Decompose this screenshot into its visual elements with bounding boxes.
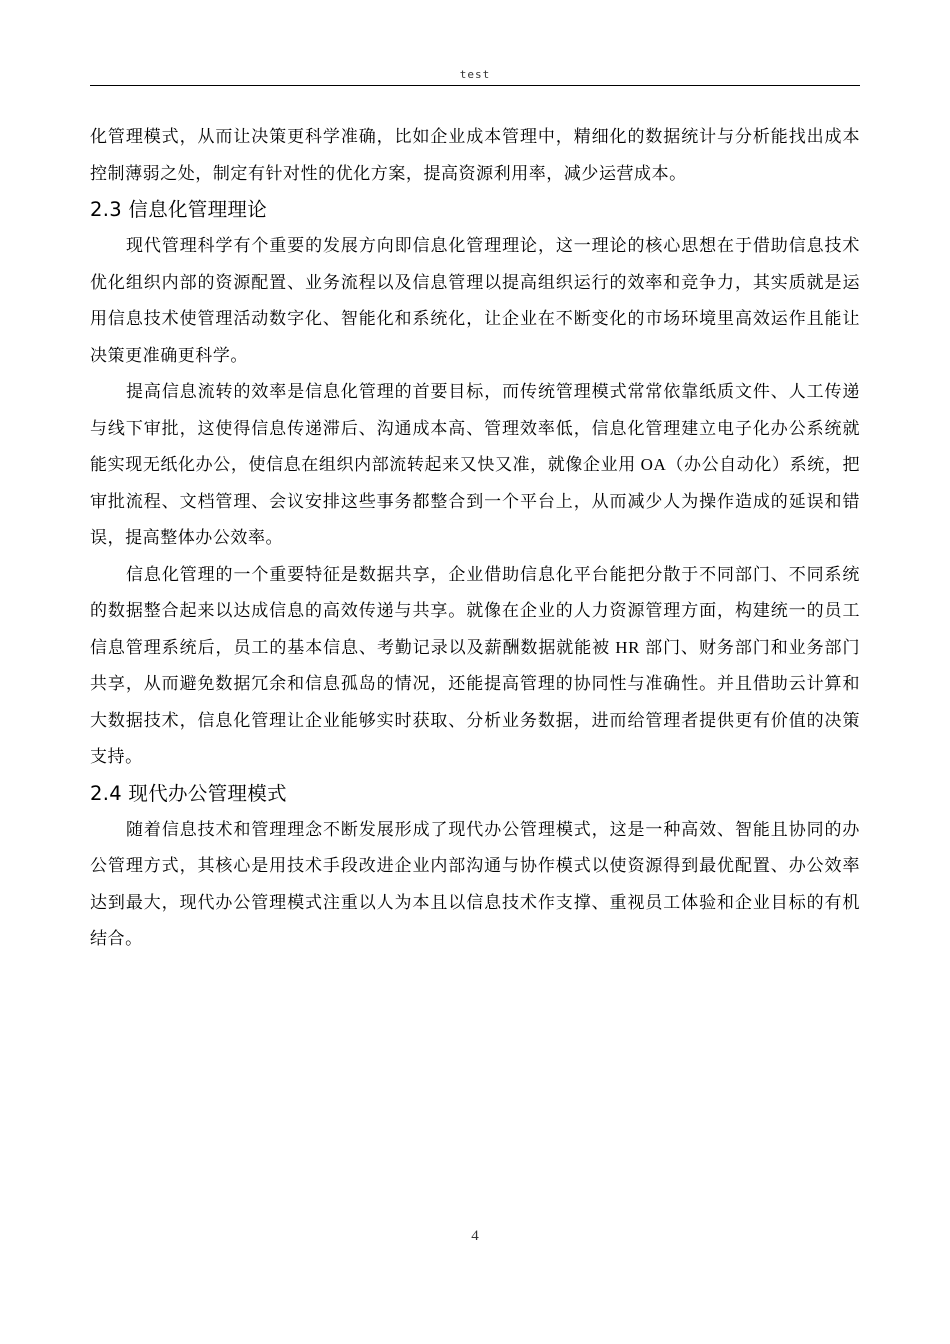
section-heading-2-4: 2.4 现代办公管理模式 (90, 781, 287, 805)
body-paragraph: 随着信息技术和管理理念不断发展形成了现代办公管理模式，这是一种高效、智能且协同的办公管理方式，其核心是用技术手段改进企业内部沟通与协作模式以使资源得到最优配置、办公效率达到最大，现代办公管理模式注重以人为本且以信息技术作支撑、重视员工体验和企业目标的有机结合。 (90, 819, 860, 948)
page-number: 4 (471, 1228, 479, 1244)
continuation-paragraph: 化管理模式，从而让决策更科学准确，比如企业成本管理中，精细化的数据统计与分析能找出成本控制薄弱之处，制定有针对性的优化方案，提高资源利用率，减少运营成本。 (90, 127, 860, 183)
body-paragraph: 提高信息流转的效率是信息化管理的首要目标，而传统管理模式常常依靠纸质文件、人工传递与线下审批，这使得信息传递滞后、沟通成本高、管理效率低，信息化管理建立电子化办公系统就能实现无纸化办公，使信息在组织内部流转起来又快又准，就像企业用 OA（办公自动化）系统，把审批流程、文档管理、会议安排这些事务都整合到一个平台上，从而减少人为操作造成的延误和错误，提高整体办公效率。 (90, 382, 860, 547)
section-heading-2-3: 2.3 信息化管理理论 (90, 198, 268, 221)
header-rule (90, 85, 860, 86)
page-header-text: test (459, 68, 491, 81)
page-content (90, 119, 860, 958)
body-paragraph: 现代管理科学有个重要的发展方向即信息化管理理论，这一理论的核心思想在于借助信息技术优化组织内部的资源配置、业务流程以及信息管理以提高组织运行的效率和竞争力，其实质就是运用信息技术使管理活动数字化、智能化和系统化，让企业在不断变化的市场环境里高效运作且能让决策更准确更科学。 (90, 236, 860, 365)
body-paragraph: 信息化管理的一个重要特征是数据共享，企业借助信息化平台能把分散于不同部门、不同系统的数据整合起来以达成信息的高效传递与共享。就像在企业的人力资源管理方面，构建统一的员工信息管理系统后，员工的基本信息、考勤记录以及薪酬数据就能被 HR 部门、财务部门和业务部门共享，从而避免数据冗余和信息孤岛的情况，还能提高管理的协同性与准确性。并且借助云计算和大数据技术，信息化管理让企业能够实时获取、分析业务数据，进而给管理者提供更有价值的决策支持。 (90, 564, 860, 766)
